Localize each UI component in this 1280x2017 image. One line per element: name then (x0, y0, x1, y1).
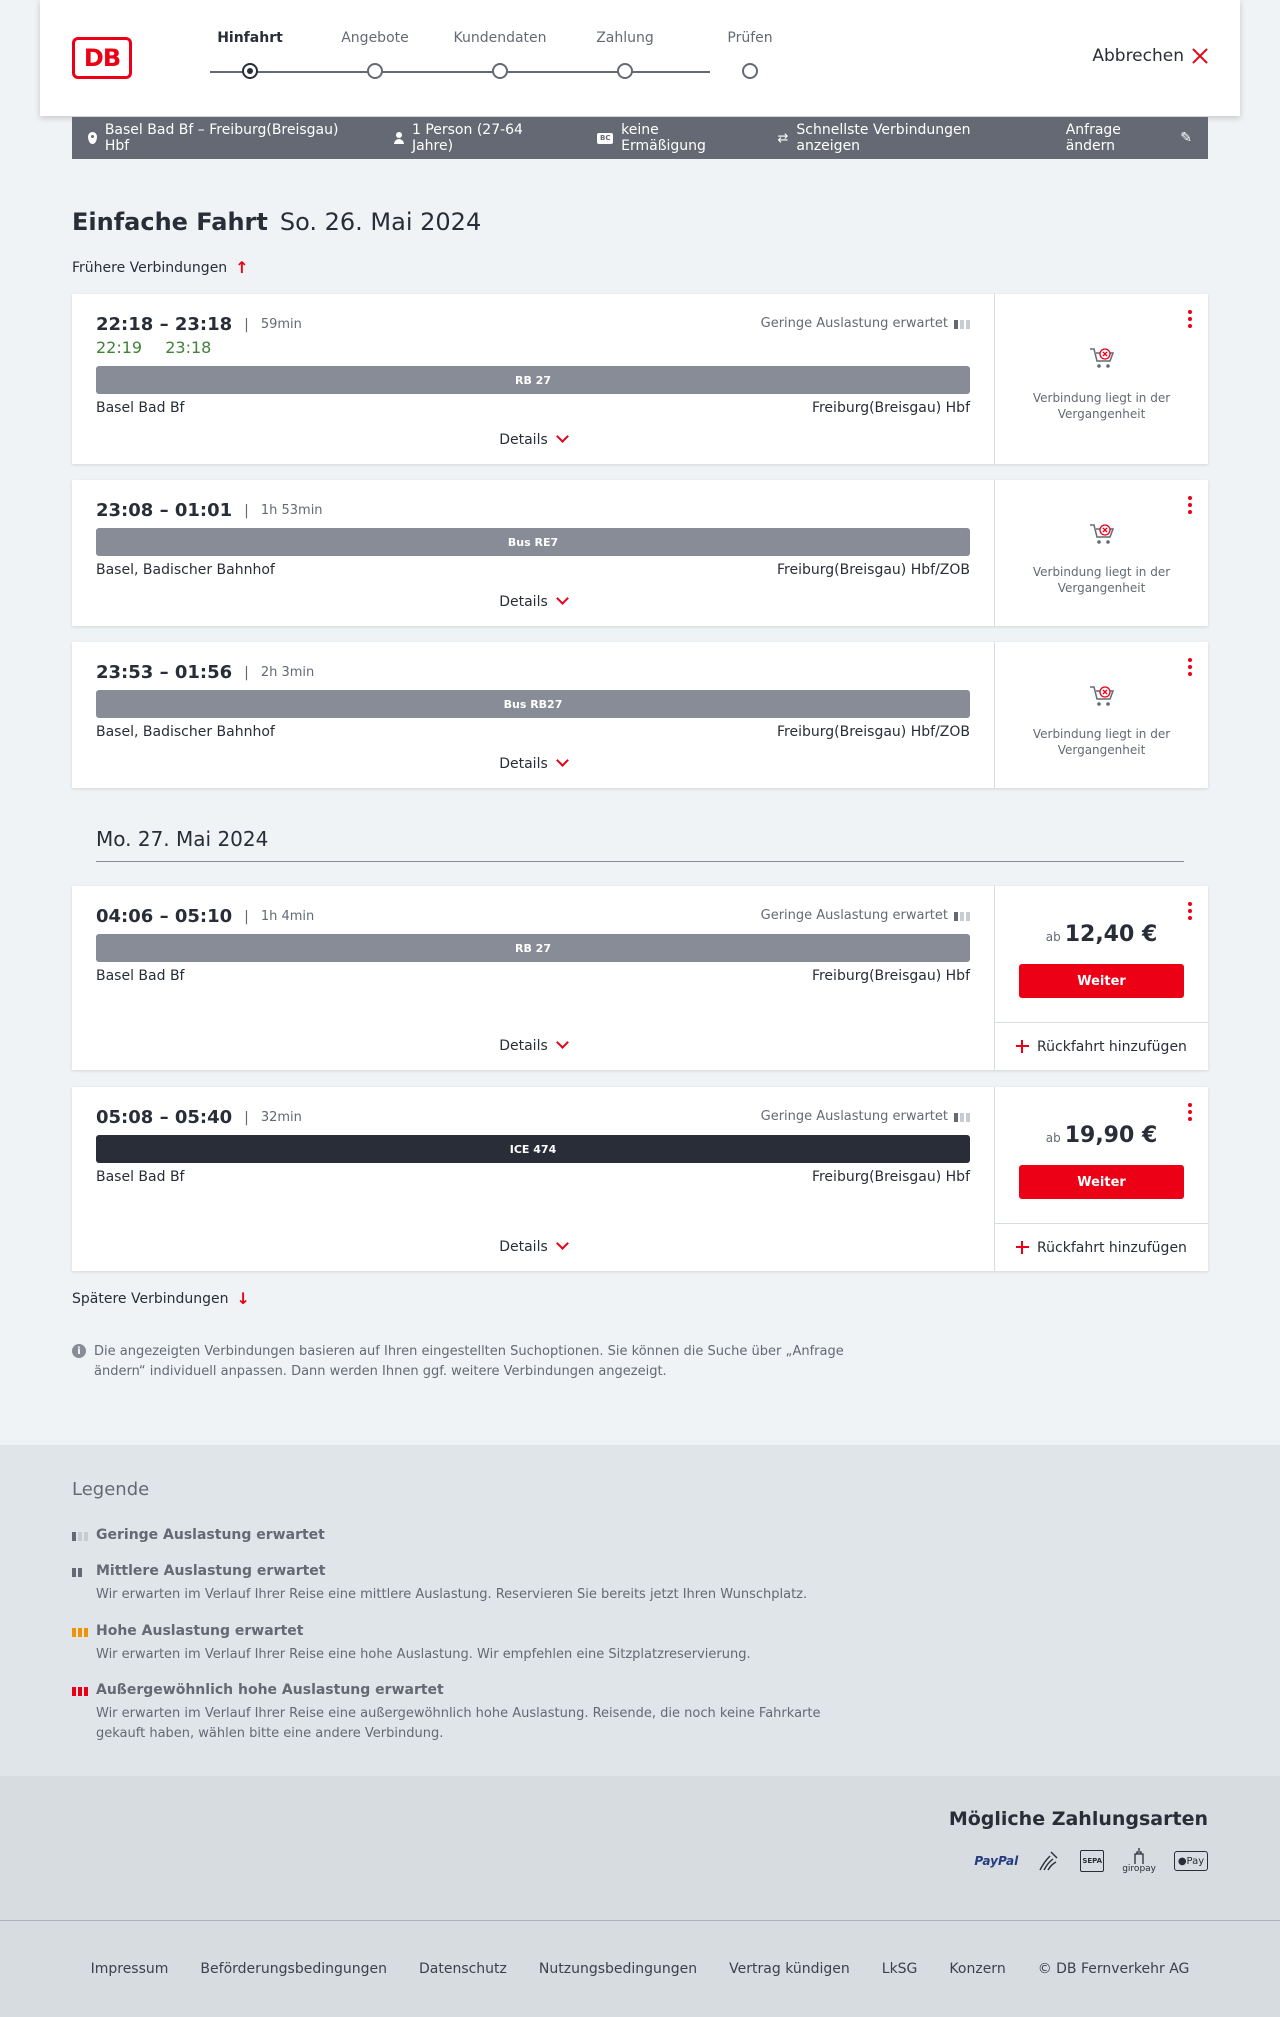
more-options-icon[interactable] (1188, 1103, 1192, 1121)
train-segment-bar[interactable]: Bus RE7 (96, 528, 970, 556)
header (40, 0, 1240, 116)
add-return-button[interactable] (995, 1022, 1208, 1070)
time-range: 23:08 – 01:01 (96, 500, 233, 521)
arrival-station: Freiburg(Breisgau) Hbf (811, 1169, 970, 1185)
cancel-label: Abbrechen (1092, 46, 1184, 66)
step-hinfahrt[interactable] (195, 30, 305, 46)
legend-section (0, 1445, 1280, 1776)
price-amount: 12,40 € (1064, 922, 1158, 947)
connection-info[interactable] (72, 1087, 994, 1271)
legend-item-high (72, 1623, 852, 1665)
details-label: Details (499, 756, 548, 772)
payment-methods-title: Mögliche Zahlungsarten (948, 1808, 1208, 1830)
continue-button[interactable]: Weiter (1019, 1165, 1184, 1199)
occupancy-text: Geringe Auslastung erwartet (760, 1109, 948, 1124)
realtime-arrival: 23:18 (165, 338, 212, 357)
arrival-station: Freiburg(Breisgau) Hbf (811, 400, 970, 416)
sepa-icon: SEPA (1080, 1850, 1104, 1872)
arrow-up-icon: ↑ (235, 258, 249, 277)
details-toggle[interactable] (72, 1239, 994, 1255)
step-dot (742, 63, 758, 79)
connection-info[interactable] (72, 480, 994, 626)
offer-panel (994, 642, 1208, 788)
separator: | (244, 908, 249, 925)
occupancy-high-icon (72, 1626, 88, 1637)
more-options-icon[interactable] (1188, 658, 1192, 676)
payment-icons (974, 1848, 1208, 1874)
realtime-times (96, 338, 229, 357)
payment-methods-section (0, 1776, 1280, 1920)
departure-station: Basel Bad Bf (96, 1169, 185, 1185)
connection-times (96, 314, 302, 335)
train-segment-bar[interactable]: RB 27 (96, 366, 970, 394)
close-icon (1192, 48, 1208, 64)
connection-info[interactable] (72, 642, 994, 788)
departure-station: Basel, Badischer Bahnhof (96, 724, 275, 740)
footer-link-datenschutz[interactable]: Datenschutz (418, 1961, 507, 1977)
earlier-connections-label: Frühere Verbindungen (72, 259, 228, 276)
connection-times (96, 1107, 302, 1128)
legend-title: Legende (72, 1479, 150, 1500)
connection-times (96, 662, 314, 683)
giropay-tower-icon (1132, 1848, 1146, 1864)
price (995, 922, 1208, 947)
later-connections-link[interactable] (72, 1289, 250, 1308)
add-return-label: Rückfahrt hinzufügen (1037, 1239, 1187, 1256)
legend-item-low (72, 1527, 852, 1543)
paypal-icon: PayPal (974, 1854, 1019, 1868)
continue-button[interactable]: Weiter (1019, 964, 1184, 998)
direct-debit-icon (1036, 1848, 1062, 1874)
booking-stepper (170, 30, 773, 90)
step-label: Angebote (341, 30, 409, 46)
offer-panel (994, 886, 1208, 1070)
option-summary (777, 122, 1033, 154)
offer-panel (994, 480, 1208, 626)
connection-card (72, 294, 1208, 464)
arrival-station: Freiburg(Breisgau) Hbf/ZOB (777, 724, 970, 740)
occupancy-text: Geringe Auslastung erwartet (760, 908, 948, 923)
past-connection-note: Verbindung liegt in der Vergangenheit (1032, 565, 1171, 596)
legend-item-title: Mittlere Auslastung erwartet (96, 1563, 326, 1579)
price (995, 1123, 1208, 1148)
occupancy-info (761, 908, 970, 923)
plus-icon (1016, 1040, 1029, 1053)
price-prefix: ab (1045, 930, 1061, 944)
info-icon: i (72, 1344, 86, 1358)
discount-summary (597, 122, 745, 154)
connection-card (72, 642, 1208, 788)
chevron-down-icon (556, 1036, 569, 1049)
occupancy-low-icon (72, 1530, 88, 1541)
price-prefix: ab (1045, 1131, 1061, 1145)
duration: 59min (260, 317, 302, 332)
connection-card (72, 1087, 1208, 1271)
cart-unavailable-icon (1089, 684, 1115, 708)
offer-panel (994, 294, 1208, 464)
earlier-connections-link[interactable] (72, 258, 249, 277)
stepper-line (210, 71, 710, 73)
chevron-down-icon (556, 430, 569, 443)
connection-info[interactable] (72, 886, 994, 1070)
apple-logo: ● (1177, 1855, 1187, 1867)
step-dot (367, 63, 383, 79)
occupancy-info (761, 316, 970, 331)
footer-link-lksg[interactable]: LkSG (881, 1961, 918, 1977)
page-title (72, 208, 481, 236)
departure-station: Basel Bad Bf (96, 968, 185, 984)
chevron-down-icon (556, 592, 569, 605)
step-dot-active (242, 63, 258, 79)
train-segment-bar[interactable]: RB 27 (96, 934, 970, 962)
route-summary (88, 122, 362, 154)
pencil-icon: ✎ (1180, 130, 1192, 146)
legend-item-title: Geringe Auslastung erwartet (96, 1527, 325, 1543)
occupancy-info (761, 1109, 970, 1124)
time-range: 05:08 – 05:40 (96, 1107, 233, 1128)
giropay-icon (1122, 1848, 1156, 1874)
copyright: © DB Fernverkehr AG (1037, 1961, 1190, 1977)
search-info-note (72, 1342, 852, 1381)
edit-request-button[interactable] (1066, 122, 1192, 154)
cart-unavailable-icon (1089, 522, 1115, 546)
chevron-down-icon (556, 1237, 569, 1250)
details-label: Details (499, 432, 548, 448)
footer-link-konzern[interactable]: Konzern (949, 1961, 1006, 1977)
occupancy-text: Geringe Auslastung erwartet (760, 316, 948, 331)
cancel-button[interactable] (1092, 46, 1208, 66)
occupancy-low-icon (954, 318, 970, 329)
step-dot (617, 63, 633, 79)
train-segment-bar[interactable]: ICE 474 (96, 1135, 970, 1163)
edit-request-label: Anfrage ändern (1065, 122, 1121, 154)
footer-link-vertrag-kuendigen[interactable]: Vertrag kündigen (729, 1961, 850, 1977)
price-amount: 19,90 € (1064, 1123, 1158, 1148)
apple-pay-label: Pay (1186, 1855, 1205, 1867)
separator: | (244, 664, 249, 681)
duration: 1h 4min (260, 909, 315, 924)
details-toggle[interactable] (72, 594, 994, 610)
legend-item-text: Wir erwarten im Verlauf Ihrer Reise eine mittlere Auslastung. Reservieren Sie bereits jetzt Ihren Wunschplatz. (96, 1587, 808, 1602)
swap-arrows-icon: ⇄ (777, 130, 789, 146)
footer-link-impressum[interactable]: Impressum (90, 1961, 169, 1977)
duration: 2h 3min (260, 665, 315, 680)
legend-item-title: Außergewöhnlich hohe Auslastung erwartet (96, 1682, 444, 1698)
info-text: Die angezeigten Verbindungen basieren auf Ihren eingestellten Suchoptionen. Sie können die Suche über „Anfrage ändern“ individuell anpassen. Dann werden Ihnen ggf. weitere Verbindungen angezeigt. (94, 1344, 844, 1379)
step-label: Kundendaten (453, 30, 547, 46)
bahncard-icon: BC (597, 133, 613, 144)
footer (0, 1920, 1280, 2017)
time-range: 22:18 – 23:18 (96, 314, 233, 335)
occupancy-low-icon (954, 910, 970, 921)
apple-pay-icon (1174, 1851, 1208, 1871)
more-options-icon[interactable] (1188, 310, 1192, 328)
step-kundendaten[interactable] (445, 30, 555, 46)
connection-info[interactable] (72, 294, 994, 464)
train-segment-bar[interactable]: Bus RB27 (96, 690, 970, 718)
departure-station: Basel Bad Bf (96, 400, 185, 416)
past-connection-note: Verbindung liegt in der Vergangenheit (1032, 391, 1171, 422)
day-separator: Mo. 27. Mai 2024 (96, 827, 1184, 862)
past-connection-note: Verbindung liegt in der Vergangenheit (1032, 727, 1171, 758)
occupancy-medium-icon (72, 1566, 82, 1577)
step-label: Zahlung (596, 30, 654, 46)
legend-item-text: Wir erwarten im Verlauf Ihrer Reise eine hohe Auslastung. Wir empfehlen eine Sitzplatzreservierung. (96, 1647, 751, 1662)
trip-type: Einfache Fahrt (72, 208, 268, 236)
legend-item-very-high (72, 1682, 852, 1744)
travel-date: So. 26. Mai 2024 (279, 208, 482, 236)
details-label: Details (499, 1038, 548, 1054)
legend-item-text: Wir erwarten im Verlauf Ihrer Reise eine außergewöhnlich hohe Auslastung. Reisende, die noch keine Fahrkarte gekauft haben, wählen bitte eine andere Verbindung. (96, 1706, 821, 1742)
details-toggle[interactable] (72, 432, 994, 448)
legend-item-medium (72, 1563, 852, 1605)
details-label: Details (499, 1239, 548, 1255)
route-text: Basel Bad Bf – Freiburg(Breisgau) Hbf (104, 122, 339, 154)
traveller-summary (394, 122, 565, 154)
time-range: 23:53 – 01:56 (96, 662, 233, 683)
time-range: 04:06 – 05:10 (96, 906, 233, 927)
footer-link-befoerderungsbedingungen[interactable]: Beförderungsbedingungen (200, 1961, 387, 1977)
arrival-station: Freiburg(Breisgau) Hbf/ZOB (777, 562, 970, 578)
separator: | (244, 1109, 249, 1126)
add-return-button[interactable] (995, 1223, 1208, 1271)
duration: 32min (260, 1110, 302, 1125)
connection-times (96, 500, 323, 521)
add-return-label: Rückfahrt hinzufügen (1037, 1038, 1187, 1055)
step-dot (492, 63, 508, 79)
person-icon (394, 132, 404, 144)
offer-panel (994, 1087, 1208, 1271)
footer-link-nutzungsbedingungen[interactable]: Nutzungsbedingungen (538, 1961, 698, 1977)
connection-card (72, 886, 1208, 1070)
step-pruefen[interactable] (695, 30, 805, 46)
chevron-down-icon (556, 754, 569, 767)
legend-item-title: Hohe Auslastung erwartet (96, 1623, 304, 1639)
separator: | (244, 502, 249, 519)
connection-times (96, 906, 314, 927)
later-connections-label: Spätere Verbindungen (72, 1290, 229, 1307)
cart-unavailable-icon (1089, 346, 1115, 370)
arrow-down-icon: ↓ (236, 1289, 250, 1308)
step-zahlung[interactable] (570, 30, 680, 46)
search-summary-bar (72, 117, 1208, 159)
arrival-station: Freiburg(Breisgau) Hbf (811, 968, 970, 984)
giropay-label: giropay (1122, 1864, 1156, 1874)
step-label: Hinfahrt (217, 30, 283, 46)
separator: | (244, 316, 249, 333)
occupancy-low-icon (954, 1111, 970, 1122)
connection-card (72, 480, 1208, 626)
location-pin-icon (88, 132, 97, 144)
details-toggle[interactable] (72, 1038, 994, 1054)
traveller-text: 1 Person (27-64 Jahre) (411, 122, 523, 154)
departure-station: Basel, Badischer Bahnhof (96, 562, 275, 578)
occupancy-very-high-icon (72, 1685, 88, 1696)
db-logo[interactable]: DB (72, 37, 132, 79)
plus-icon (1016, 1241, 1029, 1254)
discount-text: keine Ermäßigung (621, 122, 706, 154)
more-options-icon[interactable] (1188, 496, 1192, 514)
duration: 1h 53min (260, 503, 323, 518)
step-angebote[interactable] (320, 30, 430, 46)
option-text: Schnellste Verbindungen anzeigen (796, 122, 971, 154)
details-toggle[interactable] (72, 756, 994, 772)
more-options-icon[interactable] (1188, 902, 1192, 920)
realtime-departure: 22:19 (96, 338, 143, 357)
step-label: Prüfen (727, 30, 773, 46)
details-label: Details (499, 594, 548, 610)
